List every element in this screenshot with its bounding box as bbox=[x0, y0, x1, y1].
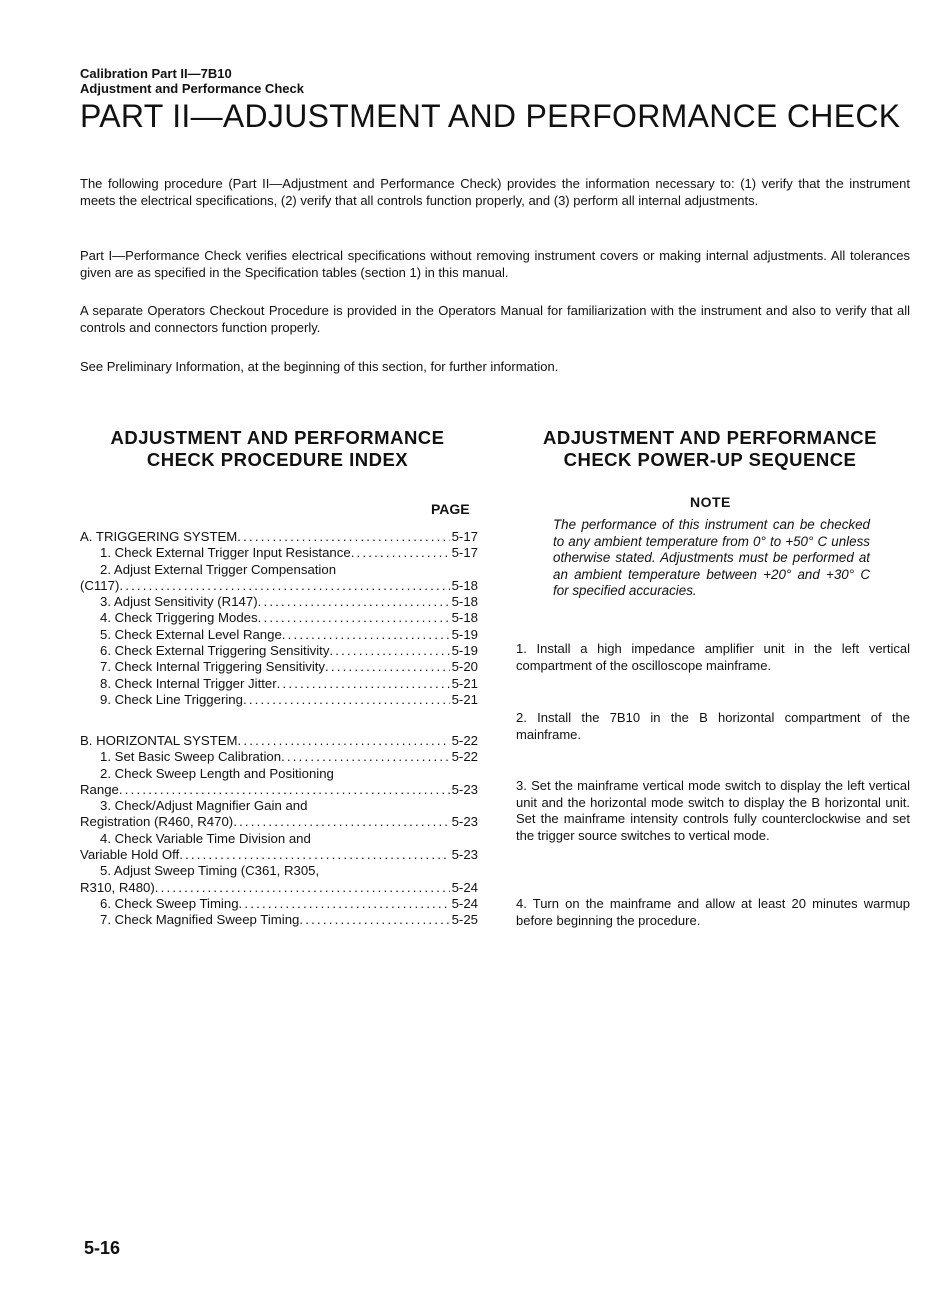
toc-item bbox=[80, 831, 478, 847]
toc-item bbox=[80, 545, 478, 561]
powerup-step-3: 3. Set the mainframe vertical mode switch to display the left vertical unit and the horizontal mode switch to display the B horizontal unit. Set the mainframe intensity controls fully counterclockwise and set the trigger source switches to vertical mode. bbox=[516, 778, 910, 843]
intro-paragraph-1: The following procedure (Part II—Adjustment and Performance Check) provides the information necessary to: (1) verify that the instrument meets the electrical specifications, (2) verify that all controls function properly, and (3) perform all internal adjustments. bbox=[80, 176, 910, 208]
toc-item-text: Registration (R460, R470) bbox=[80, 814, 234, 830]
toc-item-text: 2. Check Sweep Length and Positioning bbox=[100, 765, 334, 781]
toc-item-text: 2. Adjust External Trigger Compensation bbox=[100, 561, 337, 577]
intro-paragraph-3: A separate Operators Checkout Procedure is provided in the Operators Manual for familiarization with the instrument and also to verify that all controls and connectors function properly. bbox=[80, 303, 910, 335]
running-header bbox=[80, 66, 304, 96]
toc-item bbox=[80, 896, 478, 912]
toc-item-continuation bbox=[80, 578, 478, 594]
toc-leader bbox=[179, 847, 449, 863]
toc-group-title bbox=[80, 529, 478, 545]
toc-leader bbox=[119, 782, 450, 798]
toc-item bbox=[80, 749, 478, 765]
toc-page-number: 5-25 bbox=[451, 912, 478, 928]
toc-leader bbox=[329, 643, 449, 659]
toc-page-number: 5-18 bbox=[451, 610, 478, 626]
powerup-heading-line-1: ADJUSTMENT AND PERFORMANCE bbox=[542, 427, 877, 448]
powerup-heading bbox=[513, 427, 907, 471]
note-text: The performance of this instrument can be checked to any ambient temperature from 0° to +50° C unless otherwise stated. Adjustments must be performed at an ambient temperature between +20° and +30° C for specified accuracies. bbox=[553, 517, 870, 598]
toc-item-text: 8. Check Internal Trigger Jitter bbox=[100, 675, 277, 691]
toc-item bbox=[80, 863, 478, 879]
toc-page-number: 5-18 bbox=[451, 577, 478, 593]
toc-item bbox=[80, 610, 478, 626]
toc-item-text: R310, R480) bbox=[80, 879, 155, 895]
page-number: 5-16 bbox=[84, 1238, 121, 1258]
toc-item-text: 3. Check/Adjust Magnifier Gain and bbox=[100, 798, 308, 814]
page-column-label: PAGE bbox=[431, 501, 470, 517]
index-heading-line-1: ADJUSTMENT AND PERFORMANCE bbox=[110, 427, 445, 448]
powerup-step-1: 1. Install a high impedance amplifier unit in the left vertical compartment of the oscilloscope mainframe. bbox=[516, 641, 910, 673]
intro-paragraph-2: Part I—Performance Check verifies electrical specifications without removing instrument covers or making internal adjustments. All tolerances given are as specified in the Specification tables (section 1) in this manual. bbox=[80, 248, 910, 280]
toc-item-text: (C117) bbox=[80, 577, 120, 593]
toc-item-text: 5. Check External Level Range bbox=[100, 626, 282, 642]
toc-item-text: 1. Check External Trigger Input Resistance bbox=[100, 545, 351, 561]
toc-item bbox=[80, 643, 478, 659]
page-title: PART II—ADJUSTMENT AND PERFORMANCE CHECK bbox=[80, 98, 901, 134]
toc-item bbox=[80, 766, 478, 782]
toc-leader bbox=[155, 880, 450, 896]
toc-item-text: Variable Hold Off bbox=[80, 847, 180, 863]
toc-page-number: 5-21 bbox=[451, 691, 478, 707]
toc-item-continuation bbox=[80, 847, 478, 863]
toc-group-triggering bbox=[80, 529, 478, 708]
toc-leader bbox=[258, 610, 450, 626]
powerup-step-2: 2. Install the 7B10 in the B horizontal compartment of the mainframe. bbox=[516, 710, 910, 742]
toc-page-number: 5-19 bbox=[451, 626, 478, 642]
toc-title-text: B. HORIZONTAL SYSTEM bbox=[80, 733, 238, 748]
toc-leader bbox=[277, 676, 450, 692]
intro-paragraph-4: See Preliminary Information, at the beginning of this section, for further information. bbox=[80, 359, 559, 374]
header-line-1: Calibration Part II—7B10 bbox=[80, 66, 232, 81]
toc-leader bbox=[119, 578, 449, 594]
toc-leader bbox=[258, 594, 450, 610]
toc-leader bbox=[282, 627, 450, 643]
toc-item-text: 6. Check Sweep Timing bbox=[100, 895, 239, 911]
toc-item bbox=[80, 676, 478, 692]
toc-item-text: Range bbox=[80, 781, 119, 797]
toc-item bbox=[80, 562, 478, 578]
toc-item bbox=[80, 659, 478, 675]
toc-item-text: 3. Adjust Sensitivity (R147) bbox=[100, 594, 258, 610]
toc-item-continuation bbox=[80, 880, 478, 896]
toc-item bbox=[80, 798, 478, 814]
toc-page-number: 5-23 bbox=[451, 781, 478, 797]
toc-page-number: 5-21 bbox=[451, 675, 478, 691]
toc-item-text: 9. Check Line Triggering bbox=[100, 691, 243, 707]
powerup-heading-line-2: CHECK POWER-UP SEQUENCE bbox=[563, 449, 857, 470]
toc-item-text: 6. Check External Triggering Sensitivity bbox=[100, 643, 330, 659]
index-heading-line-2: CHECK PROCEDURE INDEX bbox=[146, 449, 409, 470]
toc-item-text: 4. Check Variable Time Division and bbox=[100, 830, 311, 846]
toc-item-text: 7. Check Magnified Sweep Timing bbox=[100, 912, 300, 928]
toc-group-horizontal bbox=[80, 733, 478, 929]
toc-leader bbox=[281, 749, 450, 765]
toc-leader bbox=[351, 545, 450, 561]
toc-leader bbox=[243, 692, 450, 708]
toc-page-number: 5-22 bbox=[451, 749, 478, 765]
index-heading bbox=[80, 427, 475, 471]
toc-page-number: 5-24 bbox=[451, 879, 478, 895]
toc-item-text: 5. Adjust Sweep Timing (C361, R305, bbox=[100, 863, 320, 879]
toc-item bbox=[80, 594, 478, 610]
toc-page-number: 5-20 bbox=[451, 659, 478, 675]
toc-leader bbox=[233, 814, 449, 830]
toc-page-number: 5-17 bbox=[451, 545, 478, 561]
toc-page-number: 5-24 bbox=[451, 895, 478, 911]
toc-leader bbox=[238, 733, 450, 749]
toc-page-number: 5-19 bbox=[451, 643, 478, 659]
toc-title-text: A. TRIGGERING SYSTEM bbox=[80, 529, 238, 544]
toc-item-continuation bbox=[80, 814, 478, 830]
toc-page-number: 5-22 bbox=[451, 733, 478, 748]
toc-leader bbox=[237, 529, 449, 545]
powerup-step-4: 4. Turn on the mainframe and allow at least 20 minutes warmup before beginning the procedure. bbox=[516, 896, 910, 928]
toc-leader bbox=[299, 912, 449, 928]
toc-group-title bbox=[80, 733, 478, 749]
toc-leader bbox=[325, 659, 450, 675]
note-heading: NOTE bbox=[690, 494, 731, 510]
toc-item-text: 1. Set Basic Sweep Calibration bbox=[100, 749, 282, 765]
toc-item-text: 4. Check Triggering Modes bbox=[100, 610, 258, 626]
toc-page-number: 5-17 bbox=[451, 529, 478, 544]
header-line-2: Adjustment and Performance Check bbox=[80, 81, 304, 96]
toc-item bbox=[80, 627, 478, 643]
toc-page-number: 5-18 bbox=[451, 594, 478, 610]
toc-item-text: 7. Check Internal Triggering Sensitivity bbox=[100, 659, 326, 675]
toc-page-number: 5-23 bbox=[451, 814, 478, 830]
toc-item bbox=[80, 912, 478, 928]
toc-page-number: 5-23 bbox=[451, 847, 478, 863]
toc-leader bbox=[239, 896, 450, 912]
toc-item-continuation bbox=[80, 782, 478, 798]
toc-item bbox=[80, 692, 478, 708]
